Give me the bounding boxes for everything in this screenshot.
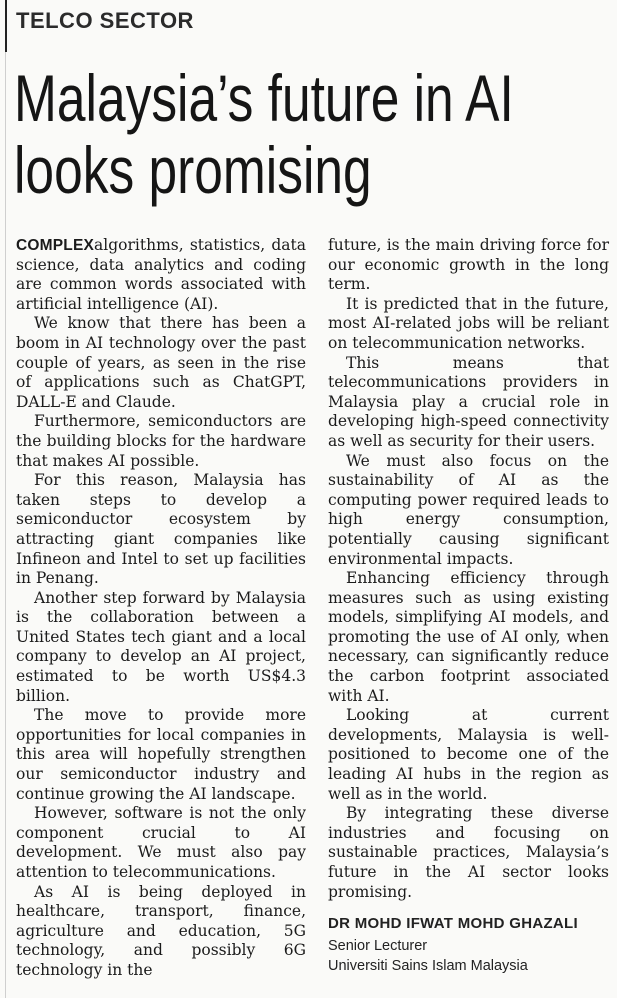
- article-column-left: [16, 236, 306, 981]
- headline-line-1: Malaysia’s future in AI: [14, 61, 514, 135]
- article-paragraph: Another step forward by Malaysia is the collaboration between a United States tech giant and a local company to develop an AI project, estimated to be worth US$4.3 billion.: [16, 588, 306, 705]
- column-rule: [5, 0, 6, 998]
- article-paragraph: However, software is not the only component crucial to AI development. We must also pay attention to telecommunications.: [16, 804, 306, 881]
- article-paragraph: This means that telecommunications providers in Malaysia play a crucial role in developing high-speed connectivity as well as security for their users.: [328, 353, 609, 450]
- article-paragraph: As AI is being deployed in healthcare, transport, finance, agriculture and education, 5G technology, and possibly 6G technology in the: [16, 882, 306, 979]
- article-paragraph: The move to provide more opportunities for local companies in this area will hopefully strengthen our semiconductor industry and continue growing the AI landscape.: [16, 706, 306, 803]
- article-paragraph: COMPLEXalgorithms, statistics, data science, data analytics and coding are common words associated with artificial intelligence (AI).: [16, 236, 306, 313]
- headline-line-2: looks promising: [14, 133, 372, 207]
- author-affiliation: Universiti Sains Islam Malaysia: [328, 958, 528, 974]
- article-paragraph: future, is the main driving force for our economic growth in the long term.: [328, 236, 609, 294]
- headline: [14, 61, 514, 207]
- section-label: TELCO SECTOR: [16, 8, 194, 33]
- article-paragraph: We must also focus on the sustainability of AI as the computing power required leads to high energy consumption, potentially causing significant environmental impacts.: [328, 451, 609, 568]
- article-paragraph: Enhancing efficiency through measures such as using existing models, simplifying AI models, and promoting the use of AI only, when necessary, can significantly reduce the carbon footprint associated with AI.: [328, 569, 609, 705]
- article-paragraph: By integrating these diverse industries and focusing on sustainable practices, Malaysia’s future in the AI sector looks promising.: [328, 804, 609, 901]
- author-title: Senior Lecturer: [328, 938, 428, 954]
- article-paragraph: Looking at current developments, Malaysia is well-positioned to become one of the leading AI hubs in the region as well as in the world.: [328, 706, 609, 803]
- article-column-right: [328, 236, 609, 902]
- author-name: DR MOHD IFWAT MOHD GHAZALI: [328, 915, 578, 932]
- lead-word: COMPLEX: [16, 237, 95, 254]
- section-rule: [5, 0, 7, 52]
- article-paragraph: We know that there has been a boom in AI technology over the past couple of years, as seen in the rise of applications such as ChatGPT, DALL-E and Claude.: [16, 314, 306, 411]
- byline: [328, 915, 608, 976]
- article-paragraph: For this reason, Malaysia has taken steps to develop a semiconductor ecosystem by attracting giant companies like Infineon and Intel to set up facilities in Penang.: [16, 471, 306, 588]
- article-paragraph: It is predicted that in the future, most AI-related jobs will be reliant on telecommunication networks.: [328, 294, 609, 352]
- article-paragraph: Furthermore, semiconductors are the building blocks for the hardware that makes AI possible.: [16, 412, 306, 470]
